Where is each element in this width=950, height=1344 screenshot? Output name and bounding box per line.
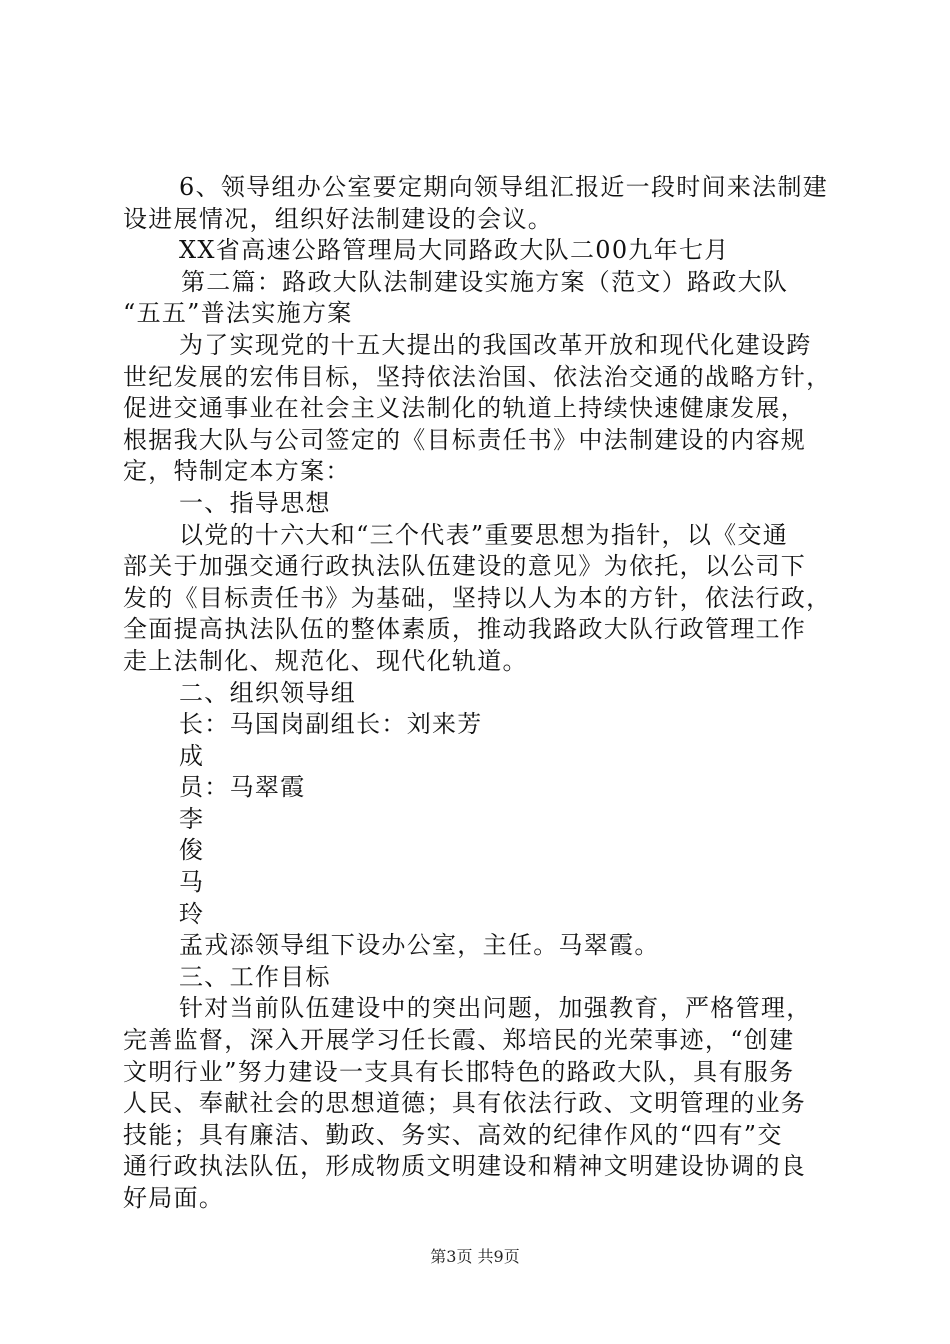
text-line: 员：马翠霞 bbox=[179, 773, 306, 802]
text-line: 促进交通事业在社会主义法制化的轨道上持续快速健康发展， bbox=[123, 394, 807, 423]
section-heading: “五五”普法实施方案 bbox=[123, 299, 353, 328]
text-line: 定，特制定本方案： bbox=[123, 457, 351, 486]
text-line: 走上法制化、规范化、现代化轨道。 bbox=[123, 646, 528, 675]
text-line: 孟戎添领导组下设办公室，主任。马翠霞。 bbox=[179, 931, 660, 960]
subheading: 三、工作目标 bbox=[179, 962, 331, 991]
text-line: 全面提高执法队伍的整体素质，推动我路政大队行政管理工作 bbox=[123, 615, 807, 644]
text-line: 为了实现党的十五大提出的我国改革开放和现代化建设跨 bbox=[179, 330, 812, 359]
text-line: 以党的十六大和“三个代表”重要思想为指针，以《交通 bbox=[179, 520, 789, 549]
text-line: 文明行业”努力建设一支具有长邯特色的路政大队，具有服务 bbox=[123, 1057, 795, 1086]
text-line: 成 bbox=[179, 741, 205, 770]
text-line: 针对当前队伍建设中的突出问题，加强教育，严格管理， bbox=[179, 994, 812, 1023]
text-line: 世纪发展的宏伟目标，坚持依法治国、依法治交通的战略方针， bbox=[123, 362, 832, 391]
text-line: 发的《目标责任书》为基础，坚持以人为本的方针，依法行政， bbox=[123, 583, 832, 612]
text-line: 根据我大队与公司签定的《目标责任书》中法制建设的内容规 bbox=[123, 425, 807, 454]
text-line: 俊 bbox=[179, 836, 205, 865]
text-line: 通行政执法队伍，形成物质文明建设和精神文明建设协调的良 bbox=[123, 1152, 807, 1181]
text-line: 部关于加强交通行政执法队伍建设的意见》为依托，以公司下 bbox=[123, 552, 807, 581]
section-heading: 第二篇：路政大队法制建设实施方案（范文）路政大队 bbox=[181, 267, 789, 296]
text-line: 6、领导组办公室要定期向领导组汇报近一段时间来法制建 bbox=[179, 173, 829, 201]
text-line: XX省高速公路管理局大同路政大队二00九年七月 bbox=[179, 236, 730, 265]
subheading: 一、指导思想 bbox=[179, 488, 331, 517]
text-line: 马 bbox=[179, 868, 205, 897]
text-line: 设进展情况，组织好法制建设的会议。 bbox=[123, 204, 554, 233]
text-line: 技能；具有廉洁、勤政、务实、高效的纪律作风的“四有”交 bbox=[123, 1120, 783, 1149]
page-number: 第3页 共9页 bbox=[430, 1247, 520, 1266]
subheading: 二、组织领导组 bbox=[179, 678, 357, 707]
document-body bbox=[123, 172, 835, 1215]
text-line: 长：马国岗副组长：刘来芳 bbox=[179, 710, 483, 739]
text-line: 玲 bbox=[179, 899, 205, 928]
text-line: 李 bbox=[179, 804, 205, 833]
text-line: 人民、奉献社会的思想道德；具有依法行政、文明管理的业务 bbox=[123, 1089, 807, 1118]
text-line: 完善监督，深入开展学习任长霞、郑培民的光荣事迹，“创建 bbox=[123, 1026, 795, 1055]
text-line: 好局面。 bbox=[123, 1184, 225, 1212]
